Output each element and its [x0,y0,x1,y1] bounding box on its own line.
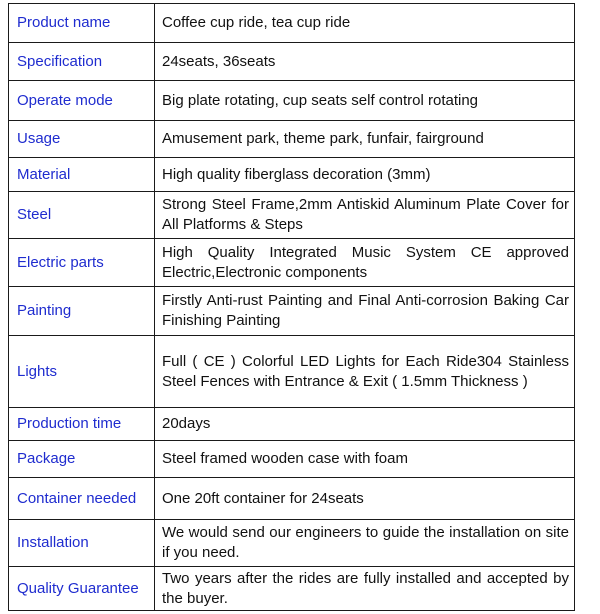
row-label: Usage [9,121,155,158]
row-value: Amusement park, theme park, funfair, fairground [155,121,575,158]
row-value: 24seats, 36seats [155,43,575,81]
row-value: Firstly Anti-rust Painting and Final Anti-corrosion Baking Car Finishing Painting [155,287,575,336]
row-value: We would send our engineers to guide the installation on site if you need. [155,520,575,567]
table-row [9,336,575,408]
row-label: Steel [9,192,155,239]
row-value: Steel framed wooden case with foam [155,441,575,478]
row-label: Product name [9,4,155,43]
row-label: Installation [9,520,155,567]
row-value: Strong Steel Frame,2mm Antiskid Aluminum Plate Cover for All Platforms & Steps [155,192,575,239]
row-value: One 20ft container for 24seats [155,478,575,520]
table-row [9,121,575,158]
table-row [9,408,575,441]
row-label: Production time [9,408,155,441]
row-label: Electric parts [9,239,155,287]
table-row [9,567,575,611]
row-value: 20days [155,408,575,441]
product-spec-table [8,3,575,611]
row-value: Big plate rotating, cup seats self control rotating [155,81,575,121]
table-row [9,158,575,192]
table-row [9,287,575,336]
row-value: Full ( CE ) Colorful LED Lights for Each Ride304 Stainless Steel Fences with Entrance & Exit ( 1.5mm Thickness ) [155,336,575,408]
row-value: High Quality Integrated Music System CE approved Electric,Electronic components [155,239,575,287]
table-row [9,4,575,43]
row-label: Quality Guarantee [9,567,155,611]
row-label: Package [9,441,155,478]
table-row [9,478,575,520]
row-value: Coffee cup ride, tea cup ride [155,4,575,43]
row-value: Two years after the rides are fully installed and accepted by the buyer. [155,567,575,611]
table-row [9,239,575,287]
row-value: High quality fiberglass decoration (3mm) [155,158,575,192]
row-label: Operate mode [9,81,155,121]
table-row [9,441,575,478]
table-row [9,43,575,81]
table-row [9,520,575,567]
row-label: Material [9,158,155,192]
table-row [9,192,575,239]
table-row [9,81,575,121]
row-label: Specification [9,43,155,81]
row-label: Painting [9,287,155,336]
row-label: Lights [9,336,155,408]
row-label: Container needed [9,478,155,520]
